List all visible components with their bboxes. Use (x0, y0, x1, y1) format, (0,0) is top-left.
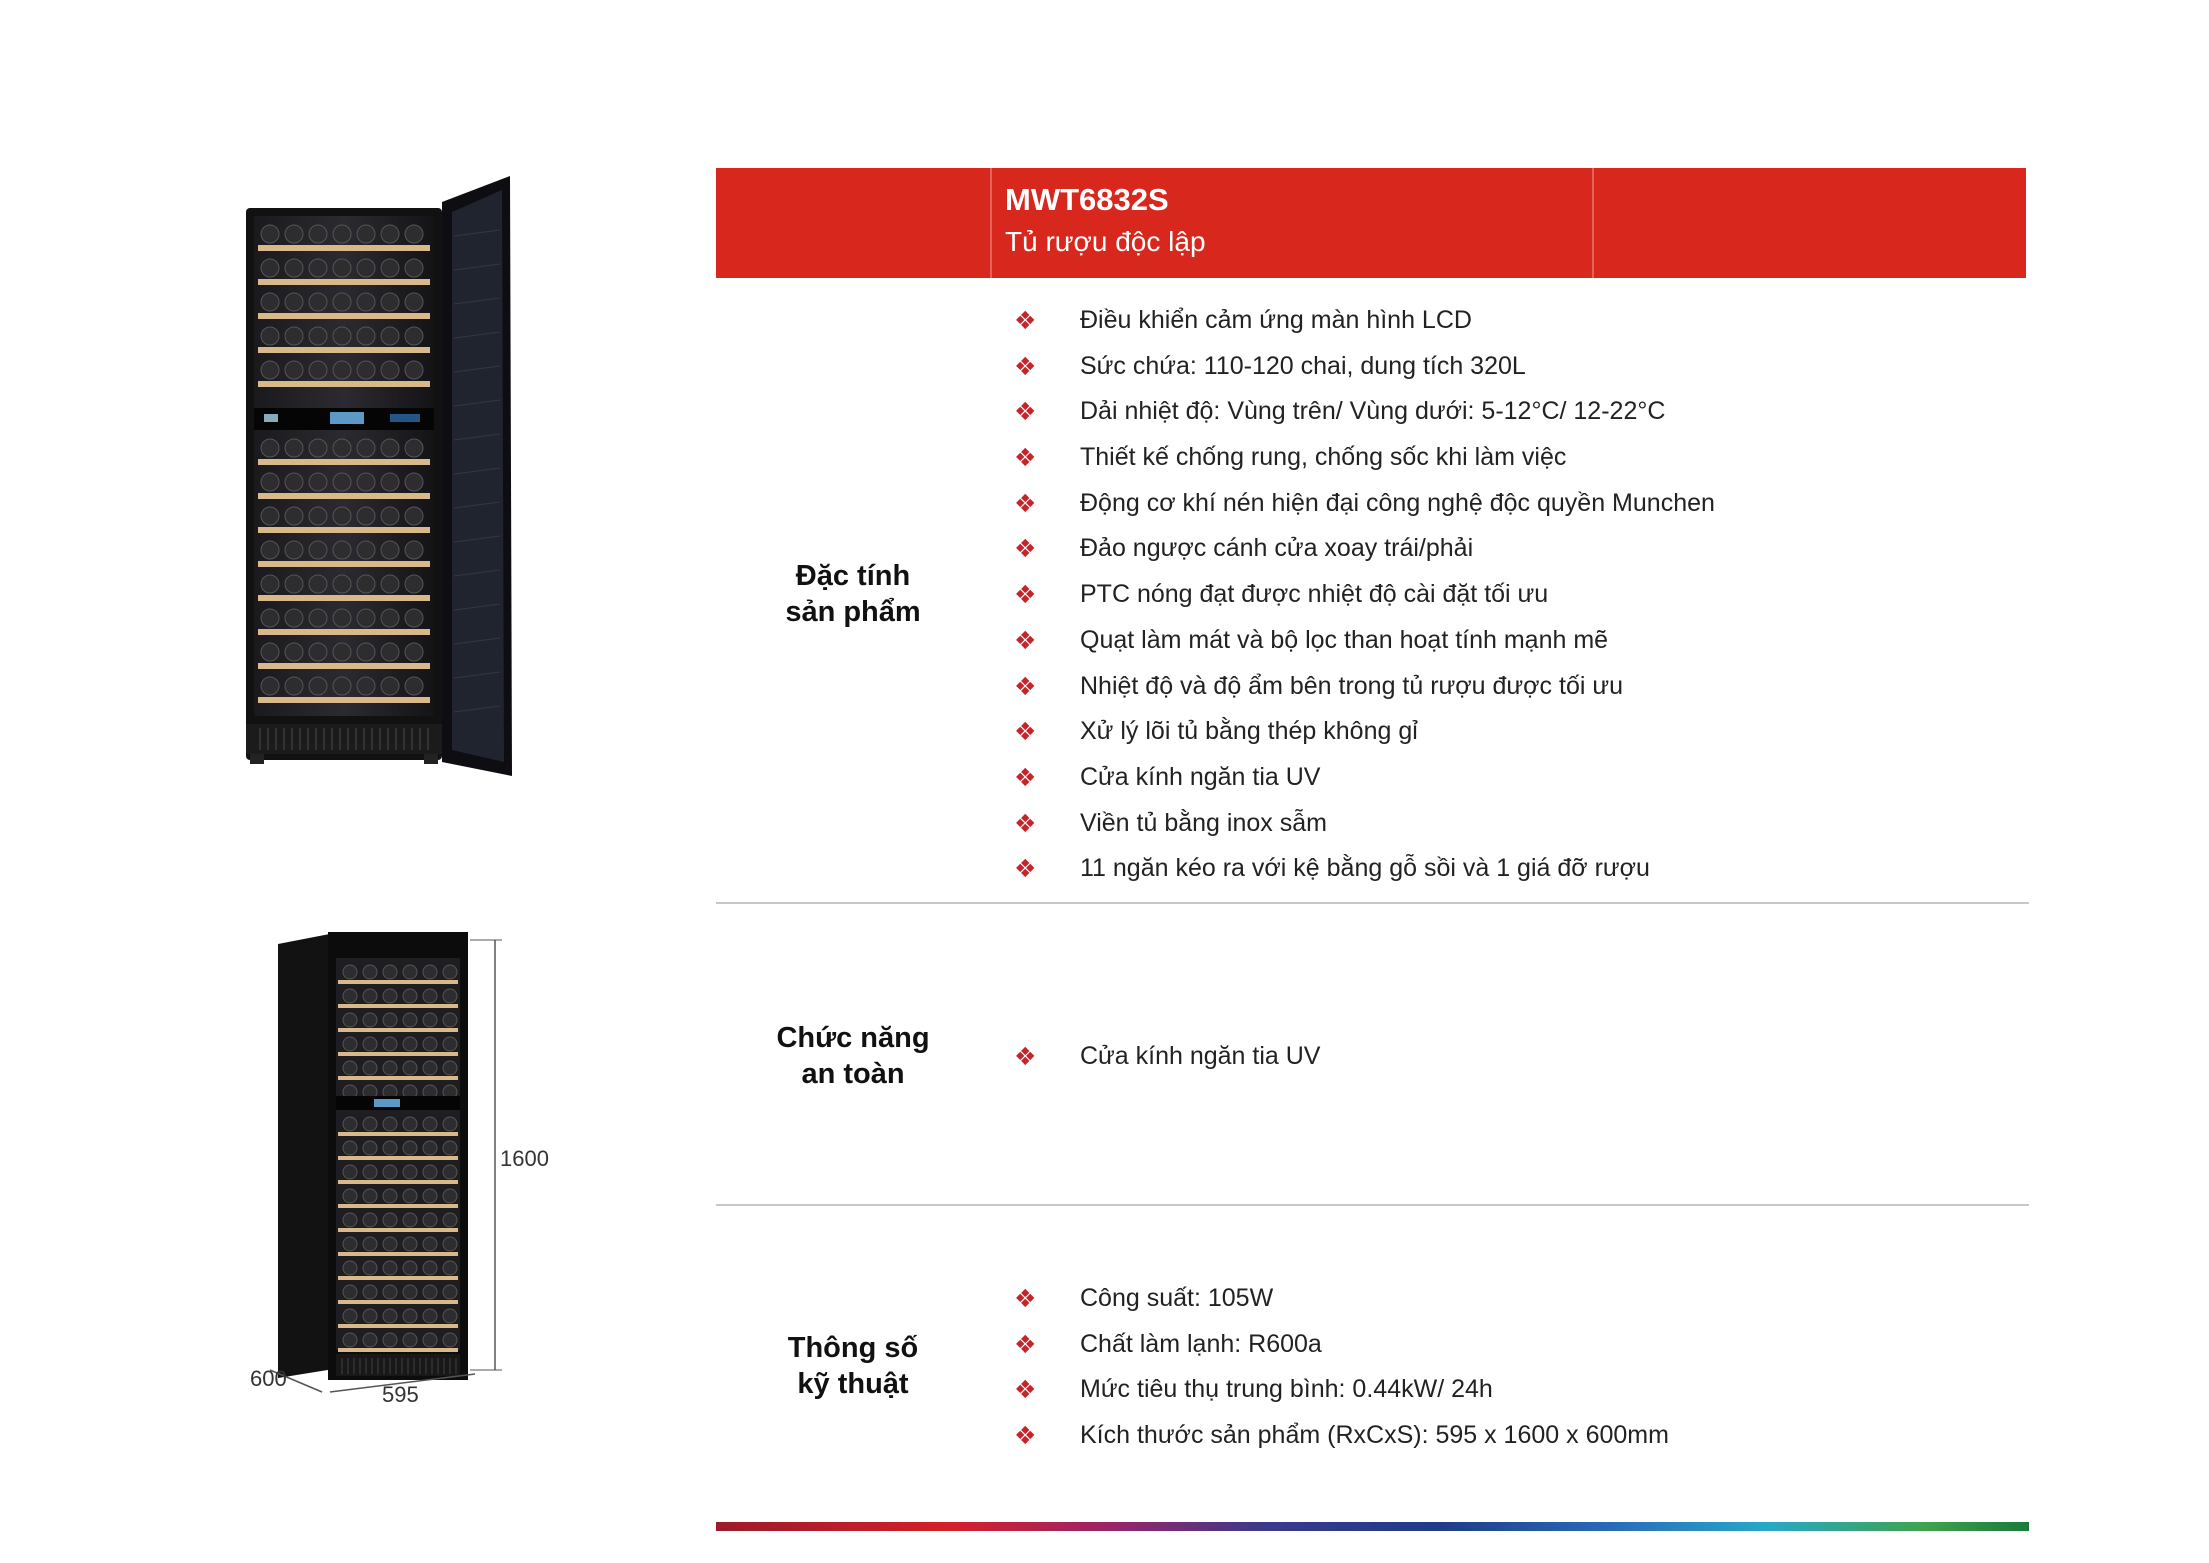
list-item-text: Cửa kính ngăn tia UV (1080, 762, 1321, 791)
section-divider (716, 902, 2029, 904)
list-item-text: Mức tiêu thụ trung bình: 0.44kW/ 24h (1080, 1375, 1493, 1404)
product-model: MWT6832S (1005, 182, 1169, 217)
list-item-text: Thiết kế chống rung, chống sốc khi làm việc (1080, 443, 1567, 472)
diamond-bullet-icon: ❖ (1014, 1042, 1037, 1071)
specs-label-line2: kỹ thuật (797, 1368, 909, 1400)
list-item-text: Cửa kính ngăn tia UV (1080, 1042, 1321, 1070)
dimension-depth: 600 (250, 1366, 287, 1391)
list-item-text: Xử lý lõi tủ bằng thép không gỉ (1080, 717, 1418, 746)
diamond-bullet-icon: ❖ (1014, 1421, 1037, 1451)
list-item-text: Điều khiển cảm ứng màn hình LCD (1080, 306, 1472, 334)
diamond-bullet-icon: ❖ (1014, 306, 1037, 335)
diamond-bullet-icon: ❖ (1014, 717, 1037, 747)
dimension-lines (270, 930, 520, 1400)
section-divider (716, 1204, 2029, 1206)
list-item-text: Động cơ khí nén hiện đại công nghệ độc quyền Munchen (1080, 488, 1715, 517)
diamond-bullet-icon: ❖ (1014, 397, 1037, 427)
diamond-bullet-icon: ❖ (1014, 671, 1037, 701)
product-header-bar (716, 168, 2026, 278)
safety-label-line1: Chức năng (776, 1022, 930, 1054)
list-item-text: Viền tủ bằng inox sẫm (1080, 808, 1327, 837)
list-item-text: Nhiệt độ và độ ẩm bên trong tủ rượu được tối ưu (1080, 671, 1623, 700)
diamond-bullet-icon: ❖ (1014, 762, 1037, 792)
list-item-text: Công suất: 105W (1080, 1284, 1274, 1312)
list-item-text: Quạt làm mát và bộ lọc than hoạt tính mạnh mẽ (1080, 625, 1609, 654)
wine-cabinet-open-door-image (240, 176, 520, 776)
specs-label-line1: Thông số (787, 1332, 919, 1364)
diamond-bullet-icon: ❖ (1014, 808, 1037, 838)
diamond-bullet-icon: ❖ (1014, 580, 1037, 610)
diamond-bullet-icon: ❖ (1014, 1375, 1037, 1405)
list-item-text: Dải nhiệt độ: Vùng trên/ Vùng dưới: 5-12°C/ 12-22°C (1080, 397, 1666, 426)
features-label-line1: Đặc tính (795, 560, 911, 592)
list-item-text: 11 ngăn kéo ra với kệ bằng gỗ sồi và 1 giá đỡ rượu (1080, 854, 1650, 883)
features-section-label (716, 558, 990, 630)
diamond-bullet-icon: ❖ (1014, 625, 1037, 655)
features-label-line2: sản phẩm (785, 596, 921, 628)
header-divider (990, 168, 992, 278)
safety-label-line2: an toàn (801, 1058, 905, 1090)
product-subtitle: Tủ rượu độc lập (1005, 226, 1206, 257)
header-divider (1592, 168, 1594, 278)
diamond-bullet-icon: ❖ (1014, 534, 1037, 564)
specs-section-label (716, 1330, 990, 1402)
footer-gradient-bar (716, 1522, 2029, 1531)
diamond-bullet-icon: ❖ (1014, 854, 1037, 884)
list-item-text: Đảo ngược cánh cửa xoay trái/phải (1080, 534, 1474, 563)
list-item-text: Kích thước sản phẩm (RxCxS): 595 x 1600 x 600mm (1080, 1421, 1669, 1450)
diamond-bullet-icon: ❖ (1014, 488, 1037, 518)
safety-section-label (716, 1020, 990, 1092)
diamond-bullet-icon: ❖ (1014, 443, 1037, 473)
diamond-bullet-icon: ❖ (1014, 351, 1037, 381)
dimension-width: 595 (382, 1382, 419, 1407)
dimension-height: 1600 (500, 1146, 549, 1171)
list-item-text: PTC nóng đạt được nhiệt độ cài đặt tối ưu (1080, 580, 1549, 609)
list-item-text: Sức chứa: 110-120 chai, dung tích 320L (1080, 351, 1526, 380)
diamond-bullet-icon: ❖ (1014, 1329, 1037, 1359)
list-item-text: Chất làm lạnh: R600a (1080, 1329, 1322, 1358)
diamond-bullet-icon: ❖ (1014, 1284, 1037, 1313)
